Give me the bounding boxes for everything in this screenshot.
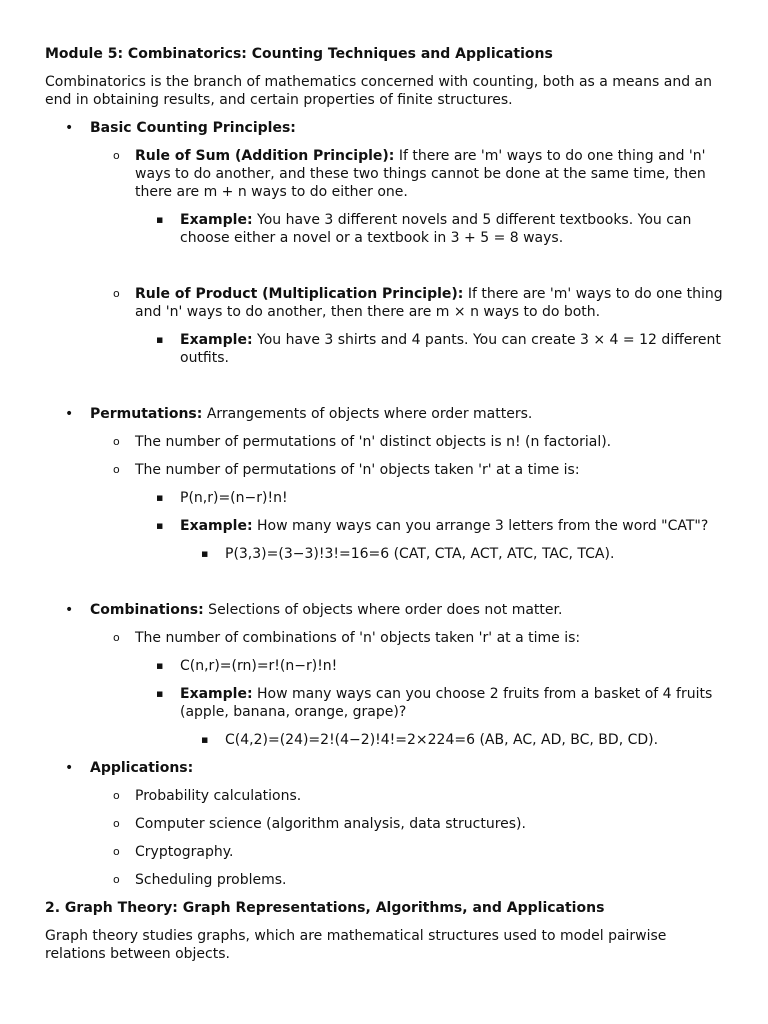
list-item-comb-answer: ▪ C(4,2)=(24)=2!(4−2)!4!=2×224=6 (AB, AC, AD, BC, BD, CD). (45, 731, 723, 749)
section-2-intro: Graph theory studies graphs, which are mathematical structures used to model pairwise relations between objects. (45, 928, 667, 962)
list-item-perm-example: ▪ Example: How many ways can you arrange 3 letters from the word "CAT"? (45, 517, 723, 535)
section-2-title: 2. Graph Theory: Graph Representations, Algorithms, and Applications (45, 900, 605, 916)
list-item-comb-1: o The number of combinations of 'n' objects taken 'r' at a time is: (45, 629, 723, 647)
module-title: Module 5: Combinatorics: Counting Techniques and Applications (45, 46, 553, 62)
list-item-sum-example: ▪ Example: You have 3 different novels and 5 different textbooks. You can choose either a novel or a textbook in 3 + 5 = 8 ways. (45, 211, 723, 247)
list-item-perm-2: o The number of permutations of 'n' objects taken 'r' at a time is: (45, 461, 723, 479)
module-intro: Combinatorics is the branch of mathematics concerned with counting, both as a means and an end in obtaining results, and certain properties of finite structures. (45, 74, 712, 108)
list-item-basic: • Basic Counting Principles: (45, 119, 723, 137)
list-item-perm-formula: ▪ P(n,r)=(n−r)!n! (45, 489, 723, 507)
list-item-perm-1: o The number of permutations of 'n' distinct objects is n! (n factorial). (45, 433, 723, 451)
list-item-rule-of-product: o Rule of Product (Multiplication Principle): If there are 'm' ways to do one thing and 'n' ways to do another, then there are m × n ways to do both. (45, 285, 723, 321)
list-item-permutations: • Permutations: Arrangements of objects where order matters. (45, 405, 723, 423)
list-item-product-example: ▪ Example: You have 3 shirts and 4 pants. You can create 3 × 4 = 12 different outfits. (45, 331, 723, 367)
list-item-combinations: • Combinations: Selections of objects where order does not matter. (45, 601, 723, 619)
list-item-app-4: o Scheduling problems. (45, 871, 723, 889)
list-item-applications: • Applications: (45, 759, 723, 777)
list-item-app-2: o Computer science (algorithm analysis, data structures). (45, 815, 723, 833)
list-item-app-3: o Cryptography. (45, 843, 723, 861)
list-item-perm-answer: ▪ P(3,3)=(3−3)!3!=16=6 (CAT, CTA, ACT, ATC, TAC, TCA). (45, 545, 723, 563)
list-item-app-1: o Probability calculations. (45, 787, 723, 805)
list-item-rule-of-sum: o Rule of Sum (Addition Principle): If there are 'm' ways to do one thing and 'n' ways to do another, and these two things cannot be done at the same time, then there are m + n ways to do either one. (45, 147, 723, 201)
topic-list (45, 119, 723, 889)
list-item-comb-formula: ▪ C(n,r)=(rn)=r!(n−r)!n! (45, 657, 723, 675)
list-item-comb-example: ▪ Example: How many ways can you choose 2 fruits from a basket of 4 fruits (apple, banana, orange, grape)? (45, 685, 723, 721)
